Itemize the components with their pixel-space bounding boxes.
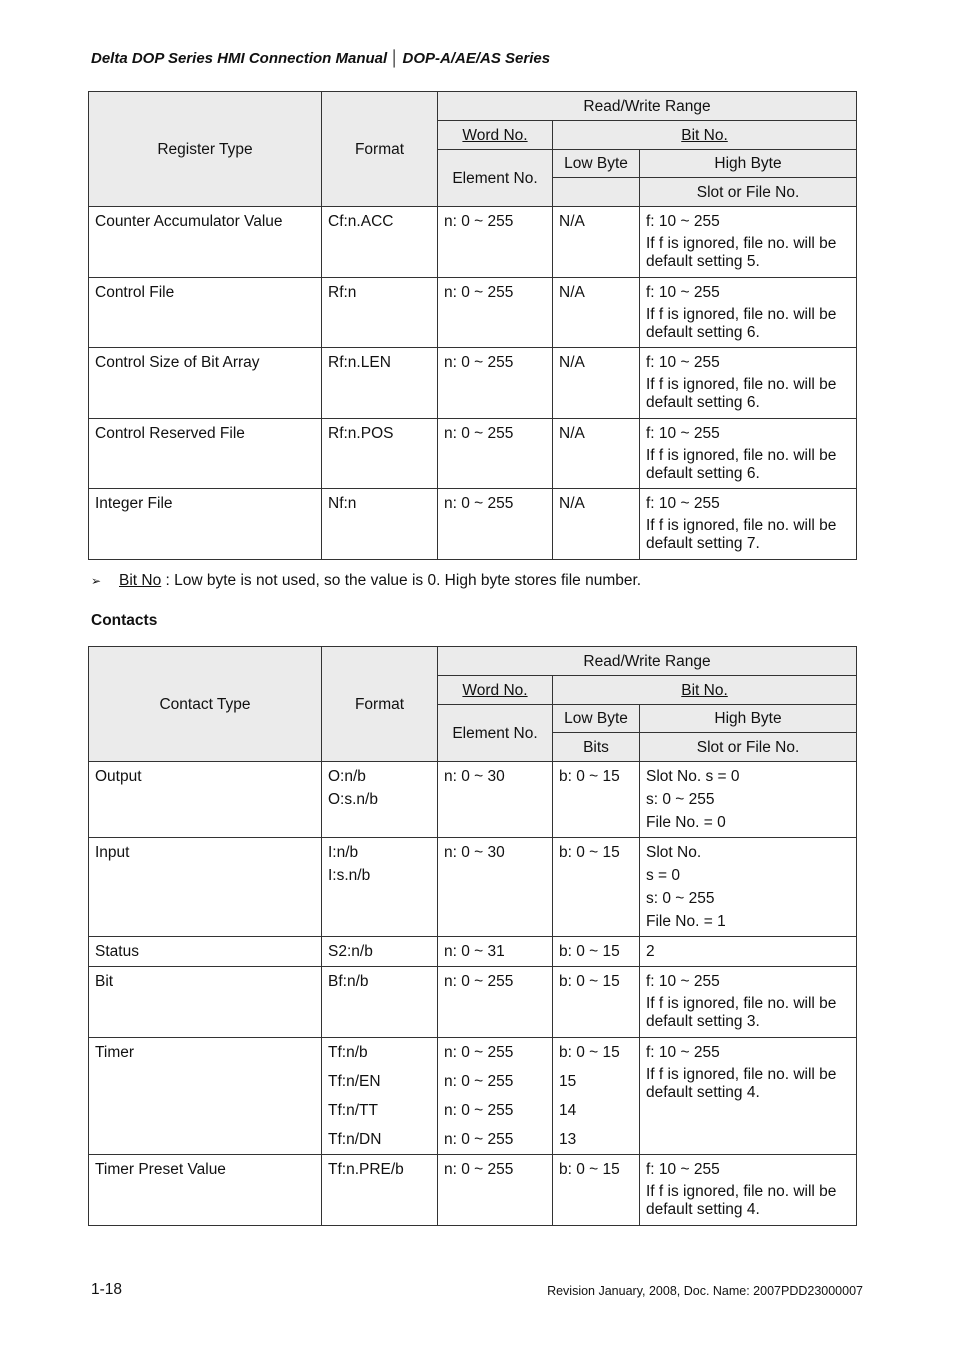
cell-element: n: 0 ~ 255 n: 0 ~ 255 n: 0 ~ 255 n: 0 ~ 255 xyxy=(438,1038,553,1155)
cell-high: f: 10 ~ 255 If f is ignored, file no. will be default setting 4. xyxy=(640,1155,857,1226)
page-number: 1-18 xyxy=(91,1281,123,1298)
cell-low: b: 0 ~ 15 xyxy=(553,762,640,838)
table-row xyxy=(89,1155,857,1226)
header-word-no: Word No. xyxy=(438,676,553,705)
header-slot-file-no: Slot or File No. xyxy=(640,178,857,207)
header-read-write-range: Read/Write Range xyxy=(438,92,857,121)
cell-format: Tf:n/b Tf:n/EN Tf:n/TT Tf:n/DN xyxy=(322,1038,438,1155)
table-row xyxy=(89,1038,857,1155)
cell-type: Integer File xyxy=(89,489,322,560)
header-format: Format xyxy=(322,647,438,762)
cell-element: n: 0 ~ 255 xyxy=(438,207,553,278)
arrow-bullet-icon: ➢ xyxy=(91,574,102,588)
contacts-table xyxy=(88,646,857,1226)
table-row xyxy=(89,967,857,1038)
cell-low: b: 0 ~ 15 xyxy=(553,967,640,1038)
table-row xyxy=(89,207,857,278)
cell-low: b: 0 ~ 15 15 14 13 xyxy=(553,1038,640,1155)
header-format: Format xyxy=(322,92,438,207)
note-text: : Low byte is not used, so the value is 0. High byte stores file number. xyxy=(161,572,642,589)
cell-format: Cf:n.ACC xyxy=(322,207,438,278)
header-low-byte: Low Byte xyxy=(553,150,640,178)
cell-low: b: 0 ~ 15 xyxy=(553,838,640,937)
header-bit-no: Bit No. xyxy=(553,676,857,705)
cell-low: N/A xyxy=(553,489,640,560)
header-word-no: Word No. xyxy=(438,121,553,150)
header-low-sub xyxy=(553,178,640,207)
header-element-no: Element No. xyxy=(438,150,553,207)
note-label: Bit No xyxy=(119,572,162,589)
cell-element: n: 0 ~ 30 xyxy=(438,838,553,937)
cell-format: I:n/b I:s.n/b xyxy=(322,838,438,937)
cell-element: n: 0 ~ 30 xyxy=(438,762,553,838)
cell-high: Slot No. s = 0 s: 0 ~ 255 File No. = 1 xyxy=(640,838,857,937)
cell-high: 2 xyxy=(640,937,857,967)
header-high-byte: High Byte xyxy=(640,705,857,733)
cell-low: N/A xyxy=(553,278,640,348)
table-row xyxy=(89,489,857,560)
cell-element: n: 0 ~ 255 xyxy=(438,348,553,419)
cell-high: f: 10 ~ 255 If f is ignored, file no. will be default setting 6. xyxy=(640,419,857,489)
cell-low: b: 0 ~ 15 xyxy=(553,937,640,967)
header-low-byte: Low Byte xyxy=(553,705,640,733)
cell-high: Slot No. s = 0 s: 0 ~ 255 File No. = 0 xyxy=(640,762,857,838)
cell-type: Output xyxy=(89,762,322,838)
header-read-write-range: Read/Write Range xyxy=(438,647,857,676)
section-title: Contacts xyxy=(91,612,158,629)
cell-high: f: 10 ~ 255 If f is ignored, file no. will be default setting 5. xyxy=(640,207,857,278)
cell-low: N/A xyxy=(553,207,640,278)
cell-type: Counter Accumulator Value xyxy=(89,207,322,278)
cell-type: Timer Preset Value xyxy=(89,1155,322,1226)
cell-format: Rf:n.LEN xyxy=(322,348,438,419)
cell-type: Bit xyxy=(89,967,322,1038)
table-row xyxy=(89,278,857,348)
table-row xyxy=(89,937,857,967)
cell-high: f: 10 ~ 255 If f is ignored, file no. will be default setting 3. xyxy=(640,967,857,1038)
header-slot-file-no: Slot or File No. xyxy=(640,733,857,762)
cell-format: S2:n/b xyxy=(322,937,438,967)
cell-high: f: 10 ~ 255 If f is ignored, file no. will be default setting 6. xyxy=(640,278,857,348)
cell-low: N/A xyxy=(553,348,640,419)
header-contact-type: Contact Type xyxy=(89,647,322,762)
page-header: Delta DOP Series HMI Connection Manual │ DOP-A/AE/AS Series xyxy=(91,50,551,67)
cell-element: n: 0 ~ 255 xyxy=(438,278,553,348)
header-bits: Bits xyxy=(553,733,640,762)
cell-low: N/A xyxy=(553,419,640,489)
cell-format: Tf:n.PRE/b xyxy=(322,1155,438,1226)
cell-type: Control Size of Bit Array xyxy=(89,348,322,419)
cell-type: Input xyxy=(89,838,322,937)
bit-no-note xyxy=(91,572,641,590)
cell-high: f: 10 ~ 255 If f is ignored, file no. will be default setting 6. xyxy=(640,348,857,419)
revision-note: Revision January, 2008, Doc. Name: 2007PDD23000007 xyxy=(547,1284,863,1298)
cell-element: n: 0 ~ 255 xyxy=(438,419,553,489)
cell-element: n: 0 ~ 255 xyxy=(438,967,553,1038)
cell-format: Nf:n xyxy=(322,489,438,560)
table-row xyxy=(89,838,857,937)
header-register-type: Register Type xyxy=(89,92,322,207)
cell-type: Control Reserved File xyxy=(89,419,322,489)
register-table xyxy=(88,91,857,560)
header-bit-no: Bit No. xyxy=(553,121,857,150)
cell-format: Rf:n xyxy=(322,278,438,348)
header-element-no: Element No. xyxy=(438,705,553,762)
cell-type: Status xyxy=(89,937,322,967)
cell-high: f: 10 ~ 255 If f is ignored, file no. will be default setting 7. xyxy=(640,489,857,560)
cell-format: O:n/b O:s.n/b xyxy=(322,762,438,838)
header-high-byte: High Byte xyxy=(640,150,857,178)
table-row xyxy=(89,419,857,489)
cell-type: Control File xyxy=(89,278,322,348)
cell-format: Rf:n.POS xyxy=(322,419,438,489)
cell-type: Timer xyxy=(89,1038,322,1155)
table-row xyxy=(89,762,857,838)
cell-element: n: 0 ~ 255 xyxy=(438,1155,553,1226)
cell-format: Bf:n/b xyxy=(322,967,438,1038)
cell-element: n: 0 ~ 255 xyxy=(438,489,553,560)
table-row xyxy=(89,348,857,419)
cell-high: f: 10 ~ 255 If f is ignored, file no. will be default setting 4. xyxy=(640,1038,857,1155)
cell-element: n: 0 ~ 31 xyxy=(438,937,553,967)
cell-low: b: 0 ~ 15 xyxy=(553,1155,640,1226)
